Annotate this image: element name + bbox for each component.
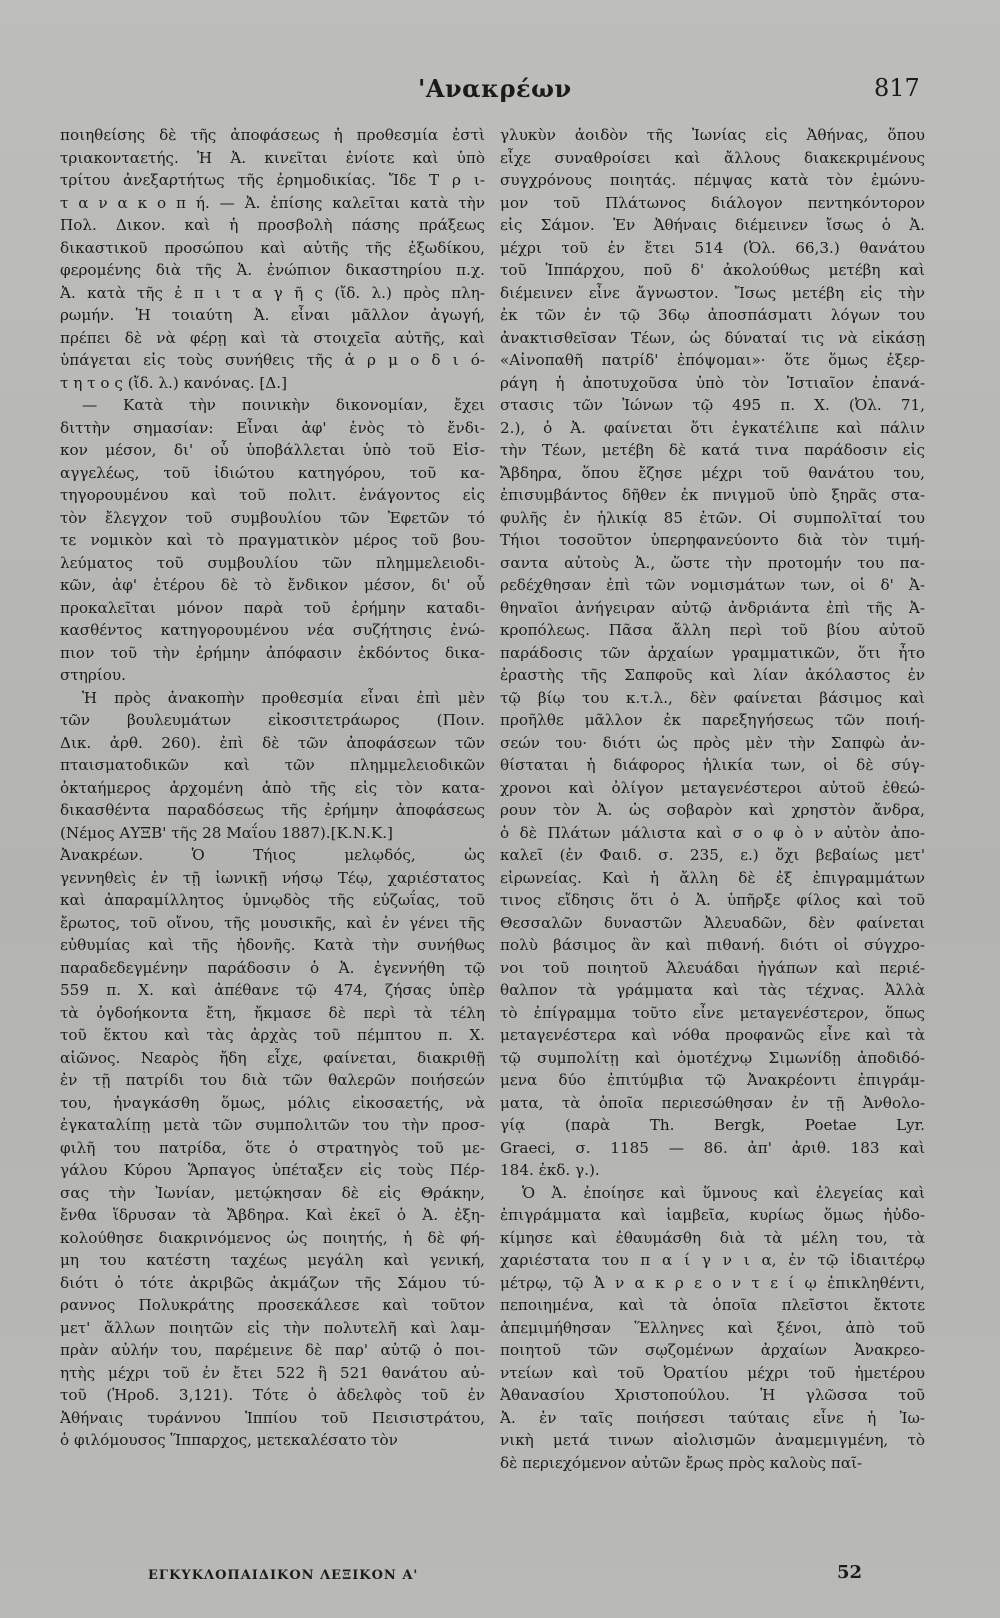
text-line: πταισματοδικῶν καὶ τῶν πλημμελειοδικῶν [60,756,485,774]
text-line: διττὴν σημασίαν: Εἶναι ἀφ' ἑνὸς τὸ ἔνδι- [60,418,485,437]
text-line: ὁ φιλόμουσος Ἵππαρχος, μετεκαλέσατο τὸν [60,1431,398,1449]
text-line: πρὰν αὐλήν του, παρέμεινε δὲ παρ' αὐτῷ ὁ ποι- [60,1341,485,1359]
text-line: Θεσσαλῶν δυναστῶν Ἀλευαδῶν, δὲν φαίνεται [500,913,925,932]
text-line: ἔρωτος, τοῦ οἴνου, τῆς μουσικῆς, καὶ ἐν γένει τῆς [60,913,485,932]
text-line: Ἀ. ἐν ταῖς ποιήσεσι ταύταις εἶνε ἡ Ἰω- [500,1408,925,1427]
text-line: τὸν ἔλεγχον τοῦ συμβουλίου τῶν Ἐφετῶν τό [60,508,485,527]
text-line: τῷ συμπολίτῃ καὶ ὁμοτέχνῳ Σιμωνίδῃ ἀποδιδό- [500,1048,925,1067]
text-line: τῶν βουλευμάτων εἰκοσιτετράωρος (Ποιν. [60,711,485,729]
text-line: προκαλεῖται μόνον παρὰ τοῦ ἐρήμην καταδι- [60,598,485,617]
text-line: μέχρι τοῦ ἐν ἔτει 514 (Ὀλ. 66,3.) θανάτου [500,238,925,257]
text-line: στηρίου. [60,666,126,684]
text-line: ὁ δὲ Πλάτων μάλιστα καὶ σ ο φ ὸ ν αὐτὸν ἀπο- [500,823,925,842]
text-line: μη του κατέστη ταχέως μεγάλη καὶ γενική, [60,1251,485,1269]
text-line: χρονοι καὶ ὀλίγον μεταγενέστεροι αὐτοῦ ἐθεώ- [500,778,925,797]
text-line: τε νομικὸν καὶ τὸ πραγματικὸν μέρος τοῦ βου- [60,531,485,549]
text-line: τινος εἴδησις ὅτι ὁ Ἀ. ὑπῆρξε φίλος καὶ τοῦ [500,891,925,909]
text-line: σας τὴν Ἰωνίαν, μετῴκησαν δὲ εἰς Θράκην, [60,1183,485,1202]
text-line: (Νέμος ΑΥΞΒ' τῆς 28 Μαΐου 1887).[Κ.Ν.Κ.] [60,823,393,842]
text-line: δικαστικοῦ προσώπου καὶ αὐτῆς τῆς ἐξωδίκου, [60,238,485,257]
text-line: τ α ν α κ ο π ή. — Ἀ. ἐπίσης καλεῖται κατὰ τὴν [60,193,485,212]
text-line: τριακονταετής. Ἡ Ἀ. κινεῖται ἐνίοτε καὶ ὑπὸ [60,148,485,167]
text-line: ἐγκαταλίπῃ μετὰ τῶν συμπολιτῶν του τὴν προσ- [60,1116,485,1134]
text-line: μεταγενέστερα καὶ νόθα προφανῶς εἶνε καὶ τὰ [500,1026,925,1044]
text-line: ὀκταήμερος ἀρχομένη ἀπὸ τῆς εἰς τὸν κατα- [60,778,485,797]
text-line: σεών του· διότι ὡς πρὸς μὲν τὴν Σαπφὼ ἀν- [500,733,925,752]
right-column [500,124,925,1574]
text-line: Ἄβδηρα, ὅπου ἔζησε μέχρι τοῦ θανάτου του, [500,463,925,482]
text-line: μενα δύο ἐπιτύμβια τῷ Ἀνακρέοντι ἐπιγράμ- [500,1071,925,1089]
text-line: κροπόλεως. Πᾶσα ἄλλη περὶ τοῦ βίου αὐτοῦ [500,621,925,639]
text-line: του, ἠναγκάσθη ὅμως, μόλις εἰκοσαετής, νὰ [60,1093,485,1112]
text-line: θαλπον τὰ γράμματα καὶ τὰς τέχνας. Ἀλλὰ [500,981,925,999]
text-line: κον μέσον, δι' οὗ ὑποβάλλεται ὑπὸ τοῦ Εἰσ- [60,441,485,459]
text-line: Ἀνακρέων. Ὁ Τήιος μελῳδός, ὡς [60,846,485,864]
text-line: ντείων καὶ τοῦ Ὀρατίου μέχρι τοῦ ἡμετέρου [500,1363,925,1382]
text-line: ἐπισυμβάντος δῆθεν ἐκ πνιγμοῦ ὑπὸ ξηρᾶς στα- [500,486,925,504]
signature-number: 52 [837,1562,863,1583]
text-line: νοι τοῦ ποιητοῦ Ἀλευάδαι ἠγάπων καὶ περιέ- [500,958,925,977]
text-line: ἐπιγράμματα καὶ ἰαμβεῖα, κυρίως ὅμως ἠὐδο- [500,1206,925,1224]
text-line: μετ' ἄλλων ποιητῶν εἰς τὴν πολυτελῆ καὶ λαμ- [60,1318,485,1337]
text-line: εἰς Σάμον. Ἐν Ἀθήναις διέμεινεν ἴσως ὁ Ἀ. [500,216,925,234]
text-line: σαντα αὐτοὺς Ἀ., ὥστε τὴν προτομήν του πα- [500,553,925,572]
text-line: τὸ ἐπίγραμμα τοῦτο εἶνε μεταγενέστερον, ὅπως [500,1003,925,1022]
text-line: θίσταται ἡ διάφορος ἡλικία των, οἱ δὲ σύγ- [500,756,925,774]
text-line: ρουν τὸν Ἀ. ὡς σοβαρὸν καὶ χρηστὸν ἄνδρα, [500,801,925,819]
text-line: εὐθυμίας καὶ τῆς ἡδονῆς. Κατὰ τὴν συνήθως [60,936,485,954]
text-line: αγγελέως, τοῦ ἰδιώτου κατηγόρου, τοῦ κα- [60,463,485,482]
text-line: ἀπεμιμήθησαν Ἕλληνες καὶ ξένοι, ἀπὸ τοῦ [500,1318,925,1337]
text-line: τὰ ὀγδοήκοντα ἔτη, ἤκμασε δὲ περὶ τὰ τέλη [60,1003,485,1022]
text-line: 559 π. Χ. καὶ ἀπέθανε τῷ 474, ζήσας ὑπὲρ [60,981,485,999]
text-line: ἐν τῇ πατρίδι του διὰ τῶν θαλερῶν ποιήσεών [60,1071,485,1089]
text-line: Ὁ Ἀ. ἐποίησε καὶ ὕμνους καὶ ἐλεγείας καὶ [522,1183,925,1202]
text-line: τρίτου ἀνεξαρτήτως τῆς ἐρημοδικίας. Ἴδε Τ ρ ι- [60,171,485,189]
text-line: ράγη ἡ ἀποτυχοῦσα ὑπὸ τὸν Ἱστιαῖον ἐπανά- [500,373,925,392]
text-line: ἀνακτισθεῖσαν Τέων, ὡς δύναταί τις νὰ εἰκάσῃ [500,328,925,347]
text-line: Ἡ πρὸς ἀνακοπὴν προθεσμία εἶναι ἐπὶ μὲν [82,688,485,707]
page-number: 817 [874,74,920,102]
text-line: προῆλθε μᾶλλον ἐκ παρεξηγήσεως τῶν ποιή- [500,711,925,729]
text-line: γάλου Κύρου Ἅρπαγος ὑπέταξεν εἰς τοὺς Πέρ- [60,1161,485,1179]
text-line: κῶν, ἀφ' ἑτέρου δὲ τὸ ἔνδικον μέσον, δι' οὗ [60,576,485,594]
text-line: πολὺ βάσιμος ἂν καὶ πιθανή. διότι οἱ σύγχρο- [500,936,925,954]
text-line: αἰῶνος. Νεαρὸς ἤδη εἶχε, φαίνεται, διακριθῇ [60,1048,485,1067]
text-line: Δικ. ἀρθ. 260). ἐπὶ δὲ τῶν ἀποφάσεων τῶν [60,733,485,752]
text-line: τ η τ ο ς (ἴδ. λ.) κανόνας. [Δ.] [60,373,287,392]
text-line: Ἀ. κατὰ τῆς ἐ π ι τ α γ ῆ ς (ἴδ. λ.) πρὸς πλη- [60,283,485,302]
text-line: ἔνθα ἵδρυσαν τὰ Ἄβδηρα. Καὶ ἐκεῖ ὁ Ἀ. ἐξη- [60,1206,485,1224]
running-head: 'Ανακρέων [418,74,572,103]
text-line: κολούθησε διακρινόμενος ὡς ποιητής, ἡ δὲ φή- [60,1228,485,1247]
text-line: ἐραστὴς τῆς Σαπφοῦς καὶ λίαν ἀκόλαστος ἐν [500,666,925,684]
text-line: μέτρῳ, τῷ Ἀ ν α κ ρ ε ο ν τ ε ί ῳ ἐπικληθέντι, [500,1273,925,1292]
text-line: πεποιημένα, καὶ τὰ ὁποῖα πλεῖστοι ἔκτοτε [500,1296,925,1314]
text-line: «Αἰνοπαθῆ πατρίδ' ἐπόψομαι»· ὅτε ὅμως ἐξερ- [500,351,925,369]
text-line: τοῦ (Ἡροδ. 3,121). Τότε ὁ ἀδελφὸς τοῦ ἐν [60,1386,485,1404]
text-line: ραννος Πολυκράτης προσεκάλεσε καὶ τοῦτον [60,1296,485,1314]
text-line: στασις τῶν Ἰώνων τῷ 495 π. Χ. (Ὀλ. 71, [500,396,925,414]
text-line: Ἀθανασίου Χριστοπούλου. Ἡ γλῶσσα τοῦ [500,1386,925,1404]
text-line: διότι ὁ τότε ἀκριβῶς ἀκμάζων τῆς Σάμου τύ- [60,1273,485,1292]
text-line: καλεῖ (ἐν Φαιδ. σ. 235, ε.) ὄχι βεβαίως μετ' [500,846,925,864]
text-line: διέμεινεν εἶνε ἄγνωστον. Ἴσως μετέβη εἰς τὴν [500,283,925,302]
text-line: φυλῆς ἐν ἡλικίᾳ 85 ἐτῶν. Οἱ συμπολῖταί του [500,508,925,527]
text-line: ητὴς μέχρι τοῦ ἐν ἔτει 522 ἢ 521 θανάτου αὐ- [60,1363,485,1382]
text-line: παραδεδεγμένην παράδοσιν ὁ Ἀ. ἐγεννήθη τῷ [60,958,485,977]
text-line: ὑπάγεται εἰς τοὺς συνήθεις τῆς ἁ ρ μ ο δ ι ό- [60,351,485,369]
text-line: γλυκὺν ἀοιδὸν τῆς Ἰωνίας εἰς Ἀθήνας, ὅπου [500,126,925,144]
text-line: τηγορουμένου καὶ τοῦ πολιτ. ἐνάγοντος εἰς [60,486,485,504]
text-line: τῷ βίῳ του κ.τ.λ., δὲν φαίνεται βάσιμος καὶ [500,688,925,707]
printer-signature: ΕΓΚΥΚΛΟΠΑΙΔΙΚΟΝ ΛΕΞΙΚΟΝ Α' [148,1568,419,1583]
text-line: εἶχε συναθροίσει καὶ ἄλλους διακεκριμένους [500,148,925,167]
text-line: μον τοῦ Πλάτωνος διάλογον πεντηκόντορον [500,193,925,212]
page-header [0,70,1000,110]
text-line: ματα, τὰ ὁποῖα περιεσώθησαν ἐν τῇ Ἀνθολο- [500,1093,925,1112]
text-line: Πολ. Δικον. καὶ ἡ προσβολὴ πάσης πράξεως [60,216,485,234]
text-line: Ἀθήναις τυράννου Ἱππίου τοῦ Πεισιστράτου, [60,1408,485,1427]
text-line: γεννηθεὶς ἐν τῇ ἰωνικῇ νήσῳ Τέῳ, χαριέστατος [60,868,485,887]
text-line: ποιηθείσης δὲ τῆς ἀποφάσεως ἡ προθεσμία ἐστὶ [60,126,485,144]
text-line: ποιητοῦ τῶν σῳζομένων ἀρχαίων Ἀνακρεο- [500,1341,925,1359]
text-line: φιλῆ του πατρίδα, ὅτε ὁ στρατηγὸς τοῦ με- [60,1138,485,1157]
text-line: ρεδέχθησαν ἐπὶ τῶν νομισμάτων των, οἱ δ' Ἀ- [500,576,925,594]
text-line: νικὴ μετά τινων αἰολισμῶν ἀναμεμιγμένη, τὸ [500,1431,925,1449]
text-line: 2.), ὁ Ἀ. φαίνεται ὅτι ἐγκατέλιπε καὶ πάλιν [500,418,925,437]
text-line: λεύματος τοῦ συμβουλίου τῶν πλημμελειοδι- [60,553,485,572]
text-line: συγχρόνους ποιητάς. πέμψας κατὰ τὸν ἐμώνυ- [500,171,925,189]
text-line: πρέπει δὲ νὰ φέρῃ καὶ τὰ στοιχεῖα αὐτῆς, καὶ [60,328,485,347]
text-line: κασθέντος κατηγορουμένου νέα συζήτησις ἐνώ- [60,621,485,639]
text-line: θηναῖοι ἀνήγειραν αὐτῷ ἀνδριάντα ἐπὶ τῆς Ἀ- [500,598,925,617]
text-line: πιον τοῦ τὴν ἐρήμην ἀπόφασιν ἐκδόντος δικα- [60,643,485,662]
text-line: ρωμήν. Ἡ τοιαύτη Ἀ. εἶναι μᾶλλον ἀγωγή, [60,306,485,324]
text-line: φερομένης διὰ τῆς Ἀ. ἐνώπιον δικαστηρίου π.χ. [60,261,485,279]
text-line: εἰρωνείας. Καὶ ἡ ἄλλη δὲ ἐξ ἐπιγραμμάτων [500,868,925,887]
text-line: καὶ ἀπαραμίλλητος ὑμνῳδὸς τῆς εὐζωΐας, τοῦ [60,891,485,909]
text-line: κίμησε καὶ ἐθαυμάσθη διὰ τὰ μέλη του, τὰ [500,1228,925,1247]
text-line: Graeci, σ. 1185 — 86. ἀπ' ἀριθ. 183 καὶ [500,1138,925,1157]
left-column [60,124,485,1544]
text-line: — Κατὰ τὴν ποινικὴν δικονομίαν, ἔχει [82,396,485,414]
text-line: Τήιοι τοσοῦτον ὑπερηφανεύοντο διὰ τὸν τιμή- [500,531,925,549]
text-line: χαριέστατα του π α ί γ ν ι α, ἐν τῷ ἰδιαιτέρῳ [500,1251,925,1269]
text-line: τοῦ Ἱππάρχου, ποῦ δ' ἀκολούθως μετέβη καὶ [500,261,925,279]
text-line: γίᾳ (παρὰ Th. Bergk, Poetae Lyr. [500,1116,925,1134]
text-line: δικασθέντα παραδόσεως τῆς ἐρήμην ἀποφάσεως [60,801,485,819]
text-line: δὲ περιεχόμενον αὐτῶν ἔρως πρὸς καλοὺς παῖ- [500,1453,863,1472]
text-line: τὴν Τέων, μετέβη δὲ κατά τινα παράδοσιν εἰς [500,441,925,459]
text-line: ἐκ τῶν ἐν τῷ 36ῳ ἀποσπάσματι λόγων του [500,306,925,324]
text-line: τοῦ ἕκτου καὶ τὰς ἀρχὰς τοῦ πέμπτου π. Χ. [60,1026,485,1044]
text-line: 184. ἐκδ. γ.). [500,1161,600,1179]
text-line: παράδοσις τῶν ἀρχαίων γραμματικῶν, ὅτι ἦτο [500,643,925,662]
